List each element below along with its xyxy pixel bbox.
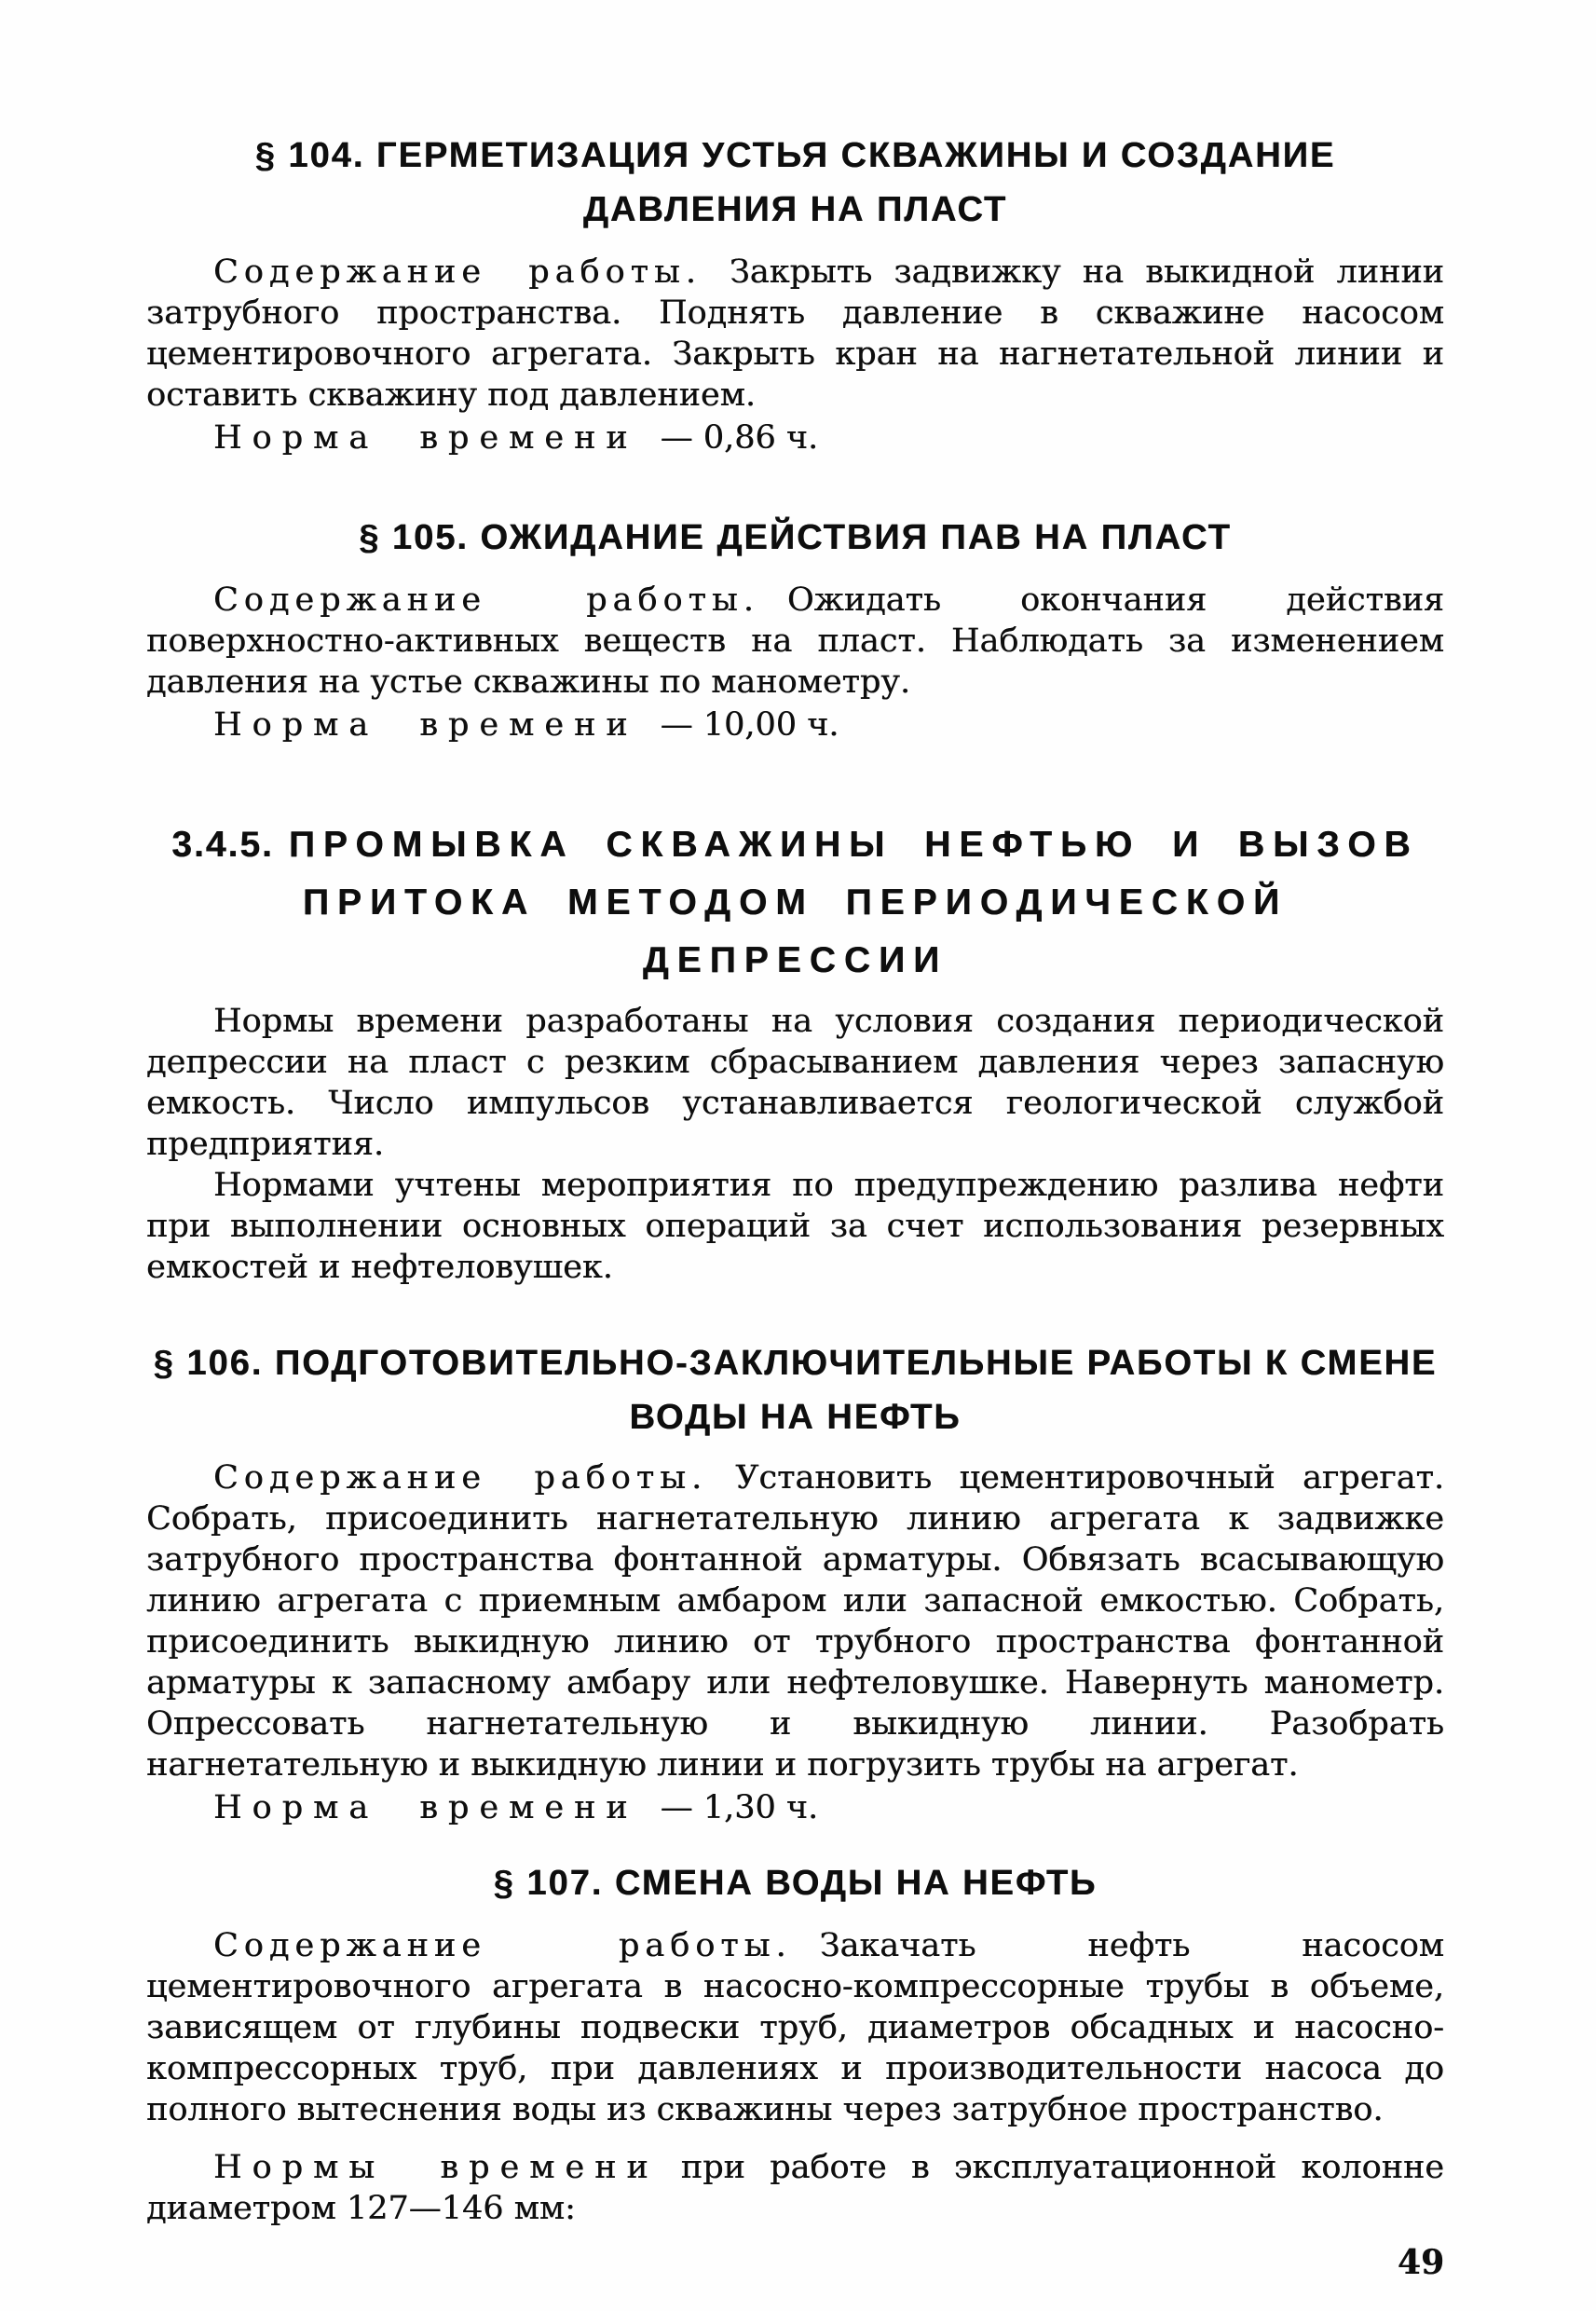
- time-norm-value: — 10,00 ч.: [660, 706, 839, 744]
- work-content-lead: Содержание работы.: [213, 253, 702, 291]
- work-content-lead: Содержание работы.: [213, 581, 759, 619]
- time-norm-label: Норма времени: [213, 706, 638, 744]
- section-105-content: [146, 580, 1444, 703]
- section-107-note: [146, 2147, 1444, 2229]
- heading-line: ВОДЫ НА НЕФТЬ: [629, 1398, 962, 1437]
- heading-text: ПРОМЫВКА СКВАЖИНЫ НЕФТЬЮ И ВЫЗОВ: [288, 825, 1419, 865]
- section-104-heading: [146, 129, 1444, 237]
- section-104-content: [146, 252, 1444, 416]
- page-number: 49: [1397, 2243, 1444, 2282]
- paragraph-text: Нормы времени разработаны на условия создания периодической депрессии на пласт с резким сбрасыванием давления через запасную емкость. Число импульсов устанавливается геологической службой предприятия.: [146, 1003, 1444, 1163]
- section-107-content: [146, 1925, 1444, 2130]
- heading-line: § 107. СМЕНА ВОДЫ НА НЕФТЬ: [493, 1864, 1098, 1903]
- section-106-heading: [146, 1336, 1444, 1444]
- note-text: при работе в эксплуатационной колонне диаметром 127—146 мм:: [146, 2149, 1444, 2227]
- time-norm-label: Норма времени: [213, 419, 638, 457]
- time-norm-value: — 1,30 ч.: [660, 1789, 819, 1826]
- chapter-345-intro-paragraph: [146, 1001, 1444, 1165]
- chapter-345-heading: [146, 816, 1444, 990]
- heading-line: [146, 816, 1444, 874]
- paragraph-text: Нормами учтены мероприятия по предупреждению разлива нефти при выполнении основных операций за счет использования резервных емкостей и нефтеловушек.: [146, 1167, 1444, 1286]
- work-content-lead: Содержание работы.: [213, 1459, 708, 1497]
- work-content-text: Закачать нефть насосом цементировочного агрегата в насосно-компрессорные трубы в объеме, зависящем от глубины подвески труб, диаметров обсадных и насосно-компрессорных труб, при давлениях и производительности насоса до полного вытеснения воды из скважины через затрубное пространство.: [146, 1927, 1444, 2128]
- heading-line: § 106. ПОДГОТОВИТЕЛЬНО-ЗАКЛЮЧИТЕЛЬНЫЕ РАБОТЫ К СМЕНЕ: [153, 1344, 1438, 1383]
- work-content-text: Ожидать окончания действия поверхностно-активных веществ на пласт. Наблюдать за изменением давления на устье скважины по манометру.: [146, 581, 1444, 701]
- section-107-heading: [146, 1856, 1444, 1910]
- section-105-heading: [146, 511, 1444, 565]
- chapter-345-intro-paragraph: [146, 1165, 1444, 1288]
- chapter-number: 3.4.5.: [171, 825, 274, 865]
- work-content-text: Установить цементировочный агрегат. Собрать, присоединить нагнетательную линию агрегата к задвижке затрубного пространства фонтанной арматуры. Обвязать всасывающую линию агрегата с приемным амбаром или запасной емкостью. Собрать, присоединить выкидную линию от трубного пространства фонтанной арматуры к запасному амбару или нефтеловушке. Навернуть манометр. Опрессовать нагнетательную и выкидную линии. Разобрать нагнетательную и выкидную линии и погрузить трубы на агрегат.: [146, 1459, 1444, 1784]
- time-norm-value: — 0,86 ч.: [660, 419, 819, 457]
- section-106-content: [146, 1457, 1444, 1785]
- heading-line: ПРИТОКА МЕТОДОМ ПЕРИОДИЧЕСКОЙ: [302, 882, 1289, 923]
- heading-line: § 104. ГЕРМЕТИЗАЦИЯ УСТЬЯ СКВАЖИНЫ И СОЗДАНИЕ: [254, 136, 1336, 175]
- work-content-text: Закрыть задвижку на выкидной линии затрубного пространства. Поднять давление в скважине насосом цементировочного агрегата. Закрыть кран на нагнетательной линии и оставить скважину под давлением.: [146, 253, 1445, 414]
- time-norm-label: Норма времени: [213, 1789, 638, 1826]
- time-norms-lead: Нормы времени: [213, 2149, 659, 2186]
- section-106-time-norm: [146, 1787, 1444, 1828]
- work-content-lead: Содержание работы.: [213, 1927, 792, 1964]
- heading-line: § 105. ОЖИДАНИЕ ДЕЙСТВИЯ ПАВ НА ПЛАСТ: [359, 518, 1232, 557]
- section-105-time-norm: [146, 704, 1444, 745]
- heading-line: ДЕПРЕССИИ: [642, 940, 948, 980]
- heading-line: ДАВЛЕНИЯ НА ПЛАСТ: [582, 190, 1008, 229]
- section-104-time-norm: [146, 417, 1444, 458]
